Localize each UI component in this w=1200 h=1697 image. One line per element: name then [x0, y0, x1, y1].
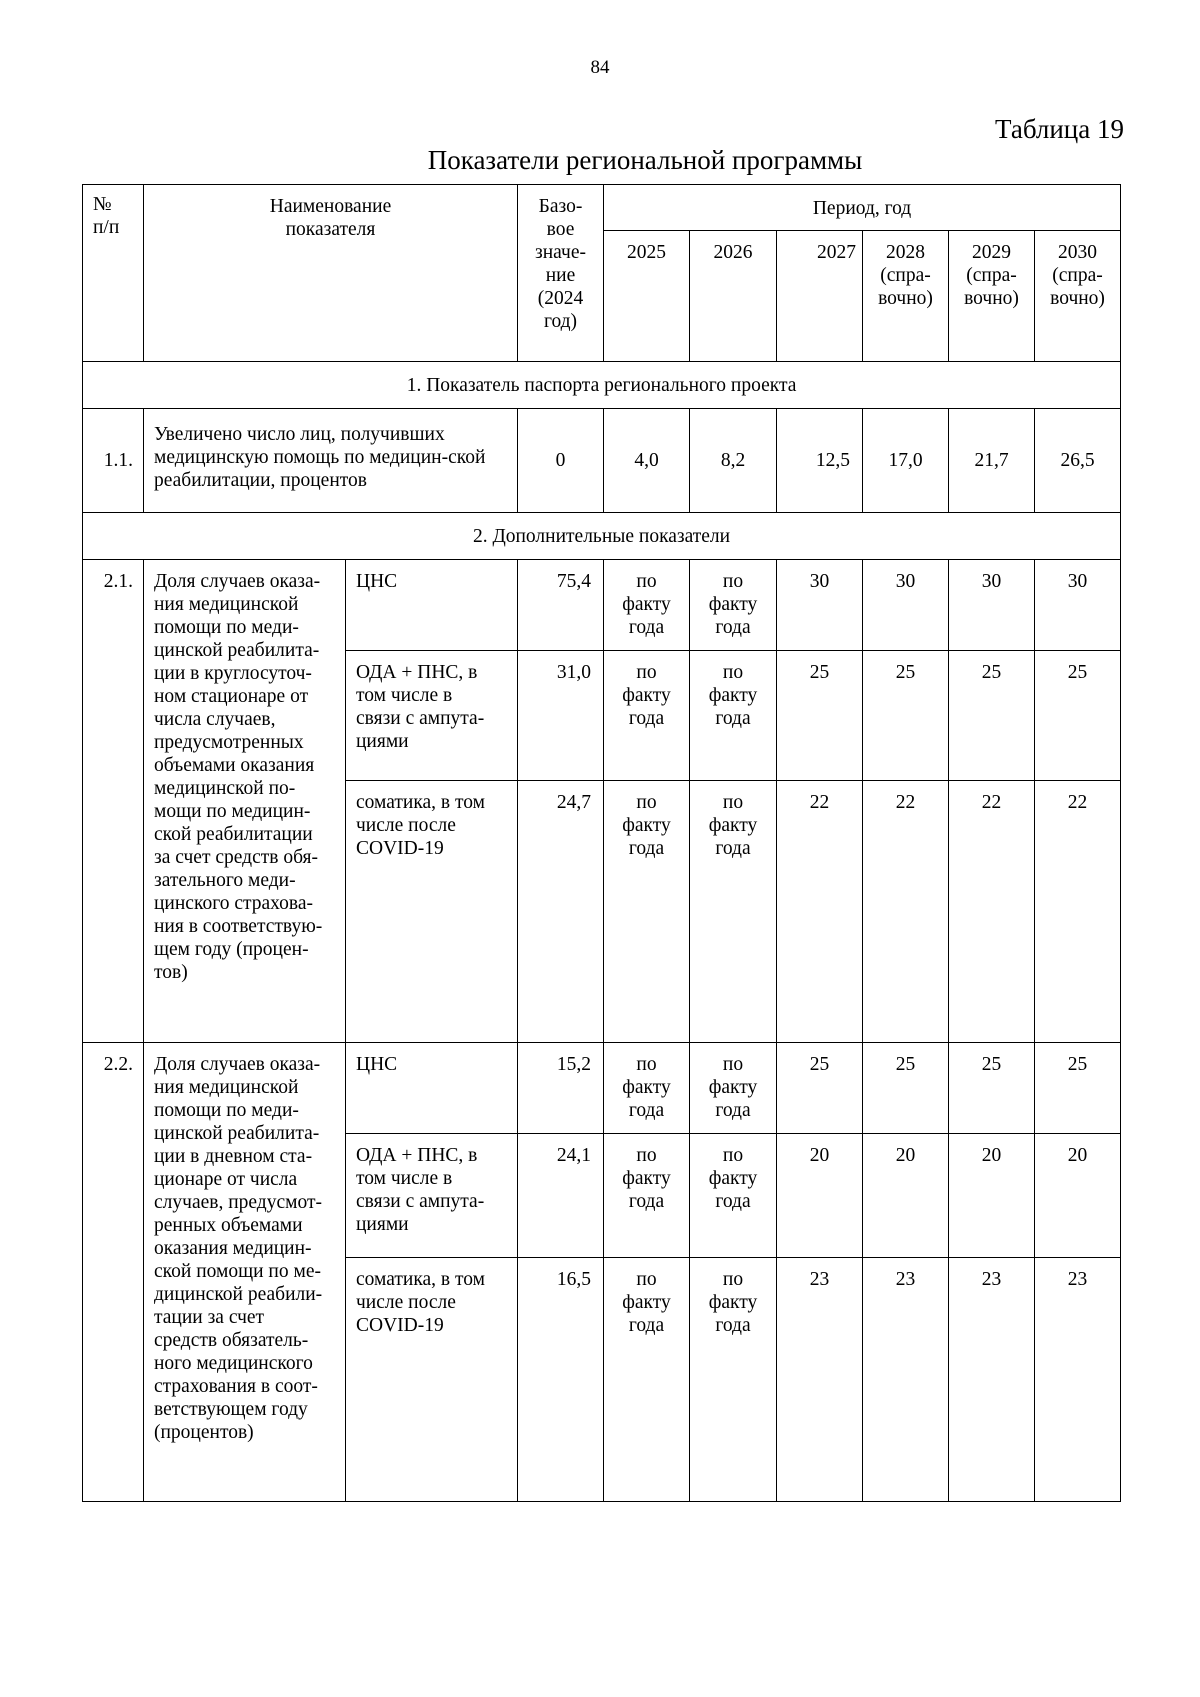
value-2025: по факту года — [604, 651, 690, 781]
section-row — [83, 513, 1121, 560]
value-2025: 4,0 — [604, 409, 690, 513]
header-year-2030: 2030 (спра- вочно) — [1035, 231, 1121, 362]
header-period: Период, год — [604, 185, 1121, 231]
row-number: 2.1. — [83, 560, 144, 1043]
value-2029: 20 — [949, 1134, 1035, 1258]
header-year-2026: 2026 — [690, 231, 777, 362]
table-row — [83, 1043, 1121, 1134]
indicators-table — [82, 184, 1121, 1502]
header-year-2028: 2028 (спра- вочно) — [863, 231, 949, 362]
value-2030: 25 — [1035, 651, 1121, 781]
row-number: 2.2. — [83, 1043, 144, 1502]
indicator-name: Доля случаев оказа- ния медицинской помощи по меди- цинской реабилита- ции в круглосуточ- ном стационаре от числа случаев, предусмотренных объемами оказания медицинской по- мощи по медицин- ской реабилитации за счет средств обя- зательного меди- цинского страхова- ния в соответствую- щем году (процен- тов) — [144, 560, 346, 1043]
section-1-title: 1. Показатель паспорта регионального проекта — [83, 362, 1121, 409]
value-2027: 25 — [777, 1043, 863, 1134]
table-row — [83, 409, 1121, 513]
header-name: Наименование показателя — [144, 185, 518, 362]
value-2027: 22 — [777, 781, 863, 1043]
value-2025: по факту года — [604, 1043, 690, 1134]
base-value: 24,1 — [518, 1134, 604, 1258]
value-2030: 25 — [1035, 1043, 1121, 1134]
base-value: 15,2 — [518, 1043, 604, 1134]
base-value: 24,7 — [518, 781, 604, 1043]
header-base: Базо- вое значе- ние (2024 год) — [518, 185, 604, 362]
header-year-2027: 2027 — [777, 231, 863, 362]
base-value: 0 — [518, 409, 604, 513]
indicator-name: Увеличено число лиц, получивших медицинскую помощь по медицин-ской реабилитации, процентов — [144, 409, 518, 513]
value-2030: 23 — [1035, 1258, 1121, 1502]
section-2-title: 2. Дополнительные показатели — [83, 513, 1121, 560]
sub-category: ЦНС — [346, 560, 518, 651]
header-year-2029: 2029 (спра- вочно) — [949, 231, 1035, 362]
value-2029: 30 — [949, 560, 1035, 651]
value-2026: по факту года — [690, 651, 777, 781]
row-number: 1.1. — [83, 409, 144, 513]
value-2026: 8,2 — [690, 409, 777, 513]
value-2026: по факту года — [690, 1043, 777, 1134]
value-2029: 23 — [949, 1258, 1035, 1502]
table-label: Таблица 19 — [995, 114, 1124, 144]
value-2029: 21,7 — [949, 409, 1035, 513]
sub-category: ОДА + ПНС, в том числе в связи с ампута- циями — [346, 1134, 518, 1258]
value-2028: 25 — [863, 1043, 949, 1134]
value-2025: по факту года — [604, 1258, 690, 1502]
value-2029: 25 — [949, 651, 1035, 781]
value-2030: 30 — [1035, 560, 1121, 651]
header-row-1 — [83, 185, 1121, 231]
base-value: 31,0 — [518, 651, 604, 781]
value-2025: по факту года — [604, 560, 690, 651]
value-2029: 25 — [949, 1043, 1035, 1134]
value-2028: 23 — [863, 1258, 949, 1502]
value-2029: 22 — [949, 781, 1035, 1043]
value-2028: 17,0 — [863, 409, 949, 513]
sub-category: соматика, в том числе после COVID-19 — [346, 1258, 518, 1502]
value-2026: по факту года — [690, 560, 777, 651]
value-2030: 26,5 — [1035, 409, 1121, 513]
sub-category: соматика, в том числе после COVID-19 — [346, 781, 518, 1043]
value-2027: 23 — [777, 1258, 863, 1502]
value-2028: 30 — [863, 560, 949, 651]
table-title: Показатели региональной программы — [427, 145, 863, 175]
value-2026: по факту года — [690, 1134, 777, 1258]
indicator-name: Доля случаев оказа- ния медицинской помощи по меди- цинской реабилита- ции в дневном ста- ционаре от числа случаев, предусмот- ренных объемами оказания медицин- ской помощи по ме- дицинской реабили- тации за счет средств обязатель- ного медицинского страхования в соот- ветствующем году (процентов) — [144, 1043, 346, 1502]
value-2028: 22 — [863, 781, 949, 1043]
sub-category: ОДА + ПНС, в том числе в связи с ампута- циями — [346, 651, 518, 781]
header-year-2025: 2025 — [604, 231, 690, 362]
value-2025: по факту года — [604, 781, 690, 1043]
value-2026: по факту года — [690, 1258, 777, 1502]
value-2026: по факту года — [690, 781, 777, 1043]
value-2027: 12,5 — [777, 409, 863, 513]
value-2028: 25 — [863, 651, 949, 781]
value-2028: 20 — [863, 1134, 949, 1258]
page-number: 84 — [590, 57, 610, 78]
table-row — [83, 560, 1121, 651]
value-2027: 20 — [777, 1134, 863, 1258]
base-value: 16,5 — [518, 1258, 604, 1502]
base-value: 75,4 — [518, 560, 604, 651]
sub-category: ЦНС — [346, 1043, 518, 1134]
value-2030: 22 — [1035, 781, 1121, 1043]
value-2030: 20 — [1035, 1134, 1121, 1258]
section-row — [83, 362, 1121, 409]
value-2027: 25 — [777, 651, 863, 781]
value-2025: по факту года — [604, 1134, 690, 1258]
value-2027: 30 — [777, 560, 863, 651]
header-no: № п/п — [83, 185, 144, 362]
